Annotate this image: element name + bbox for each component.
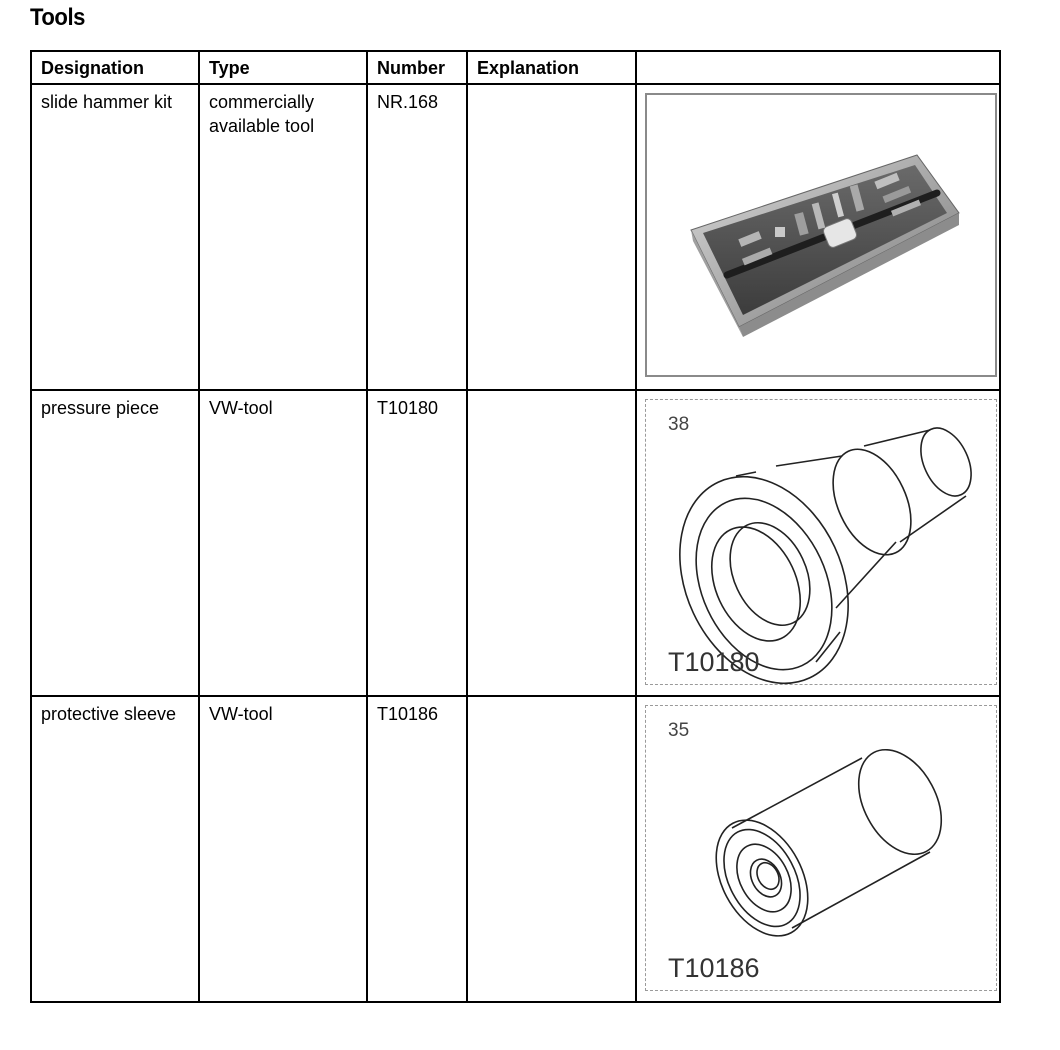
cell-image	[636, 696, 1000, 1002]
header-number: Number	[367, 51, 467, 84]
cell-explanation	[467, 696, 636, 1002]
cell-designation: protective sleeve	[31, 696, 199, 1002]
cell-type: commercially available tool	[199, 84, 367, 390]
page-title: Tools	[30, 4, 85, 31]
cell-number: NR.168	[367, 84, 467, 390]
cell-designation: slide hammer kit	[31, 84, 199, 390]
table-row	[31, 390, 1000, 696]
protective-sleeve-illustration	[646, 706, 998, 992]
cell-explanation	[467, 390, 636, 696]
tools-table	[30, 50, 1001, 1003]
header-image	[636, 51, 1000, 84]
protective-sleeve-drawing	[645, 705, 997, 991]
cell-image	[636, 84, 1000, 390]
cell-type: VW-tool	[199, 390, 367, 696]
cell-explanation	[467, 84, 636, 390]
table-row	[31, 696, 1000, 1002]
slide-hammer-kit-photo	[645, 93, 997, 377]
cell-type: VW-tool	[199, 696, 367, 1002]
figure-index: 35	[668, 720, 690, 741]
header-type: Type	[199, 51, 367, 84]
figure-index: 38	[668, 414, 690, 435]
table-header-row	[31, 51, 1000, 84]
table-row	[31, 84, 1000, 390]
pressure-piece-drawing	[645, 399, 997, 685]
header-designation: Designation	[31, 51, 199, 84]
cell-number: T10186	[367, 696, 467, 1002]
pressure-piece-illustration	[646, 400, 998, 686]
cell-number: T10180	[367, 390, 467, 696]
cell-image	[636, 390, 1000, 696]
figure-label: T10180	[668, 647, 760, 677]
slide-hammer-kit-illustration	[647, 95, 999, 381]
header-explanation: Explanation	[467, 51, 636, 84]
cell-designation: pressure piece	[31, 390, 199, 696]
figure-label: T10186	[668, 953, 760, 983]
